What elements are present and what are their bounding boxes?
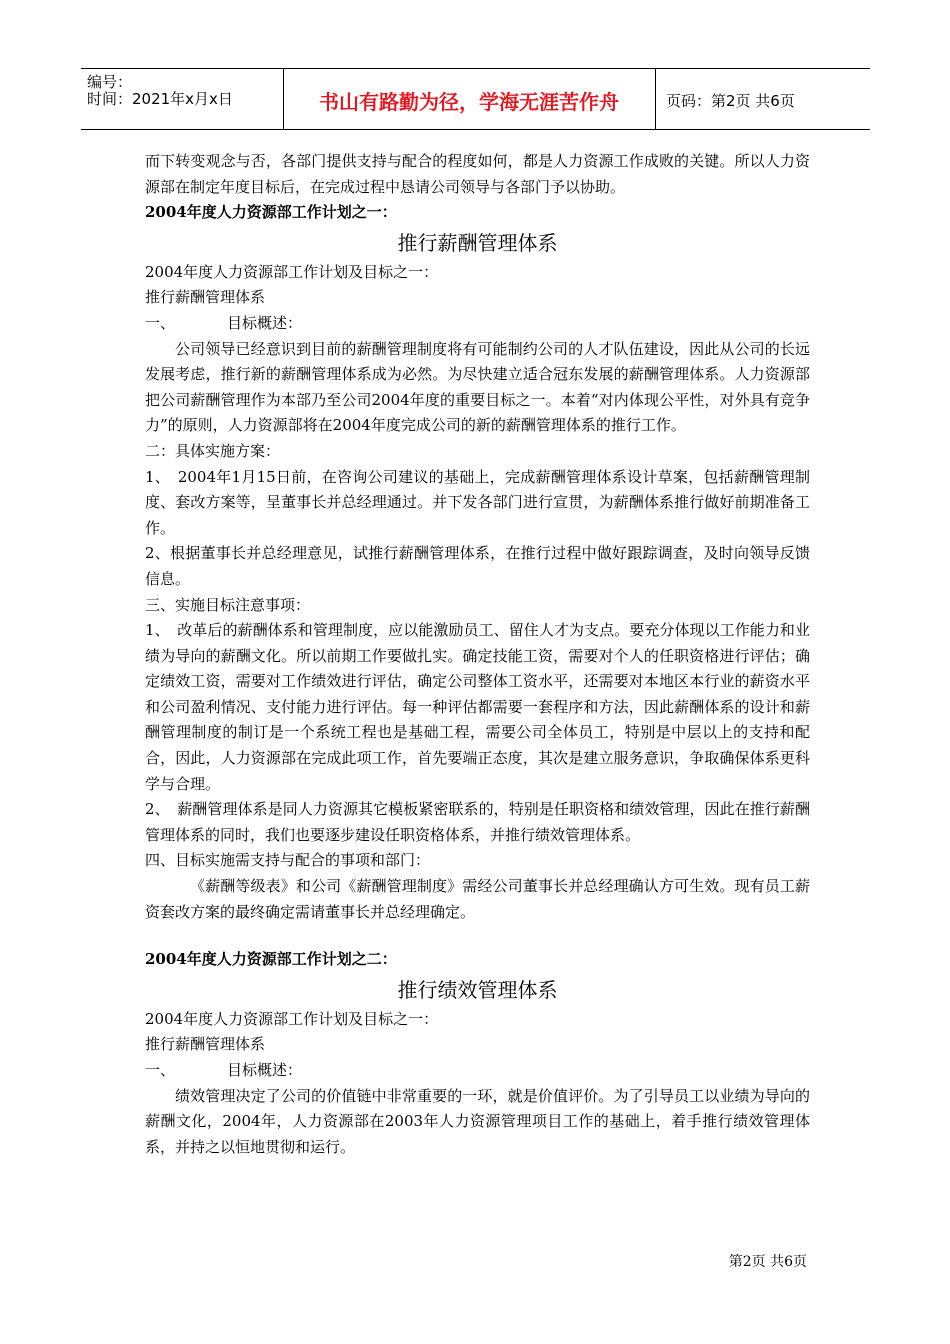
plan2-section1-text: 绩效管理决定了公司的价值链中非常重要的一环，就是价值评价。为了引导员工以业绩为导向的薪酬文化，2004年，人力资源部在2003年人力资源管理项目工作的基础上，着手推行绩效管理体系，并持之以恒地贯彻和运行。 [145, 1086, 810, 1156]
plan2-section1-label: 目标概述： [227, 1061, 303, 1079]
plan2-subtitle-2: 推行薪酬管理体系 [145, 1035, 266, 1054]
plan1-section4-heading: 四、目标实施需支持与配合的事项和部门： [145, 851, 431, 870]
plan1-section2-item2: 2、根据董事长并总经理意见，试推行薪酬管理体系，在推行过程中做好跟踪调查，及时向领导反馈信息。 [145, 544, 810, 588]
header-info-cell [81, 69, 284, 129]
section-spacer [145, 925, 810, 947]
page-header [81, 68, 870, 130]
plan1-subtitle-2: 推行薪酬管理体系 [145, 288, 266, 307]
plan1-section2-item1: 1、 2004年1月15日前，在咨询公司建议的基础上，完成薪酬管理体系设计草案，包括薪酬管理制度、套改方案等，呈董事长并总经理通过。并下发各部门进行宣贯，为薪酬体系推行做好前期准备工作。 [145, 467, 810, 537]
paragraph-intro: 而下转变观念与否，各部门提供支持与配合的程度如何，都是人力资源工作成败的关键。所以人力资源部在制定年度目标后，在完成过程中恳请公司领导与各部门予以协助。 [145, 152, 810, 196]
plan1-section1-label: 目标概述： [227, 313, 303, 332]
document-body [145, 149, 810, 1160]
plan1-subtitle: 2004年度人力资源部工作计划及目标之一： [145, 262, 439, 281]
header-motto: 书山有路勤为径，学海无涯苦作舟 [319, 90, 619, 114]
plan1-section1-number: 一、 [145, 313, 176, 332]
plan2-title: 推行绩效管理体系 [397, 977, 558, 1002]
document-date-label: 时间：2021年x月x日 [87, 90, 233, 108]
plan1-section3-heading: 三、实施目标注意事项： [145, 595, 311, 614]
plan2-heading: 2004年度人力资源部工作计划之二： [145, 950, 397, 969]
plan1-section3-item1: 1、 改革后的薪酬体系和管理制度，应以能激励员工、留住人才为支点。要充分体现以工作能力和业绩为导向的薪酬文化。所以前期工作要做扎实。确定技能工资，需要对个人的任职资格进行评估；确定绩效工资，需要对工作绩效进行评估，确定公司整体工资水平，还需要对本地区本行业的薪资水平和公司盈利情况、支付能力进行评估。每一种评估都需要一套程序和方法，因此薪酬体系的设计和薪酬管理制度的制订是一个系统工程也是基础工程，需要公司全体员工，特别是中层以上的支持和配合，因此，人力资源部在完成此项工作，首先要端正态度，其次是建立服务意识，争取确保体系更科学与合理。 [145, 621, 810, 793]
plan1-section3-item2: 2、 薪酬管理体系是同人力资源其它模板紧密联系的，特别是任职资格和绩效管理，因此在推行薪酬管理体系的同时，我们也要逐步建设任职资格体系，并推行绩效管理体系。 [145, 800, 810, 844]
plan2-subtitle: 2004年度人力资源部工作计划及目标之一： [145, 1009, 439, 1028]
header-page-code: 页码：第2页 共6页 [666, 92, 795, 110]
plan2-section1-heading [145, 1058, 810, 1084]
document-number-label: 编号： [87, 73, 133, 91]
plan1-title: 推行薪酬管理体系 [397, 230, 558, 255]
plan2-section1-number: 一、 [145, 1061, 176, 1079]
plan1-section1-text: 公司领导已经意识到目前的薪酬管理制度将有可能制约公司的人才队伍建设，因此从公司的长远发展考虑，推行新的薪酬管理体系成为必然。为尽快建立适合冠东发展的薪酬管理体系。人力资源部把公司薪酬管理作为本部乃至公司2004年度的重要目标之一。本着“对内体现公平性，对外具有竞争力”的原则，人力资源部将在2004年度完成公司的新的薪酬管理体系的推行工作。 [145, 339, 810, 435]
header-motto-cell [283, 69, 656, 129]
plan1-section1-heading [145, 311, 810, 337]
plan1-section2-heading: 二：具体实施方案： [145, 441, 281, 460]
plan1-section4-text: 《薪酬等级表》和公司《薪酬管理制度》需经公司董事长并总经理确认方可生效。现有员工薪资套改方案的最终确定需请董事长并总经理确定。 [145, 877, 810, 921]
plan1-heading: 2004年度人力资源部工作计划之一： [145, 203, 397, 222]
page-footer: 第2页 共6页 [728, 1254, 807, 1270]
header-page-cell [656, 69, 870, 129]
